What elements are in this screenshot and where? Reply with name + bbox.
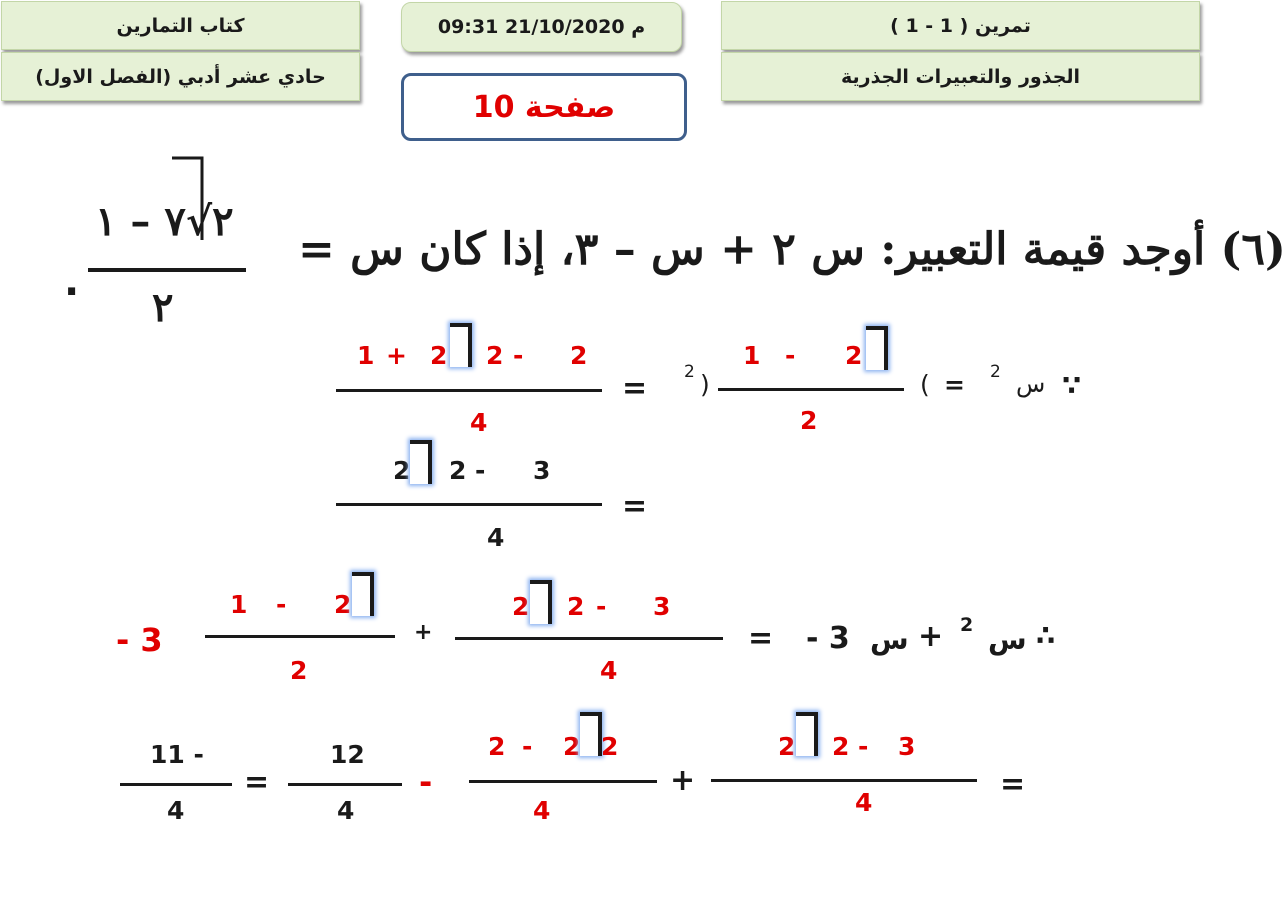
fraction-bar <box>711 779 977 782</box>
row2-num-minus: - <box>475 456 486 485</box>
grade-title: حادي عشر أدبي (الفصل الاول) <box>1 52 360 101</box>
var-s: س <box>988 623 1027 656</box>
row4-f3-num: 12 <box>330 740 365 769</box>
var-s: س <box>1016 370 1046 398</box>
r-num-a: 2 <box>570 341 588 370</box>
row3-minus-three: 3 - <box>116 621 163 659</box>
problem-period: . <box>64 259 80 305</box>
row4-f1-num-3: 3 <box>898 732 916 761</box>
fraction-bar <box>718 388 904 391</box>
book-title: كتاب التمارين <box>1 1 360 50</box>
minus-three: - 3 <box>806 621 850 656</box>
radical-icon <box>410 440 432 484</box>
row4-f2-minus: - <box>522 732 533 761</box>
frac-num-minus: - <box>785 341 796 370</box>
problem-text: (٦) أوجد قيمة التعبير: س ٢ + س – ٣، إذا كان س = <box>298 224 1286 275</box>
row4-equals: = <box>1000 767 1026 802</box>
row4-minus: - <box>419 763 433 801</box>
r-num-plus: + <box>386 341 407 370</box>
row4-f1-rad-radicand: 2 <box>778 732 796 761</box>
exercise-title: تمرين ( 1 - 1 ) <box>721 1 1200 50</box>
row2-den: 4 <box>487 523 505 552</box>
radical-icon <box>450 323 472 367</box>
row4-f4-num: 11 - <box>150 740 204 769</box>
row4-plus: + <box>670 763 696 798</box>
row4-f1-num-2: 2 <box>832 732 850 761</box>
therefore-symbol: ∴ <box>1036 619 1056 652</box>
row3-f2-minus: - <box>276 590 287 619</box>
row4-f2-den: 4 <box>533 796 551 825</box>
left-paren: ( <box>920 370 930 399</box>
fraction-bar <box>336 389 602 392</box>
row3-f1-minus: - <box>596 592 607 621</box>
plus-sign: + <box>918 619 944 654</box>
because-symbol: ∵ <box>1062 369 1082 402</box>
fraction-bar <box>336 503 602 506</box>
fraction-bar <box>469 780 657 783</box>
fraction-bar <box>120 783 232 786</box>
radical-icon <box>352 572 374 616</box>
row4-f2-rad-radicand: 2 <box>563 732 581 761</box>
row3-f1-num-2: 2 <box>567 592 585 621</box>
row3-f2-rad-radicand: 2 <box>334 590 352 619</box>
fraction-bar <box>288 783 402 786</box>
row3-f1-num-3: 3 <box>653 592 671 621</box>
r-den: 4 <box>470 408 488 437</box>
radical-icon <box>796 712 818 756</box>
fraction-bar <box>455 637 723 640</box>
row3-f2-num-1: 1 <box>230 590 248 619</box>
row3-f1-rad-radicand: 2 <box>512 592 530 621</box>
equals-2: = <box>622 371 648 406</box>
problem-fraction-denominator: ٢ <box>152 284 174 331</box>
page-number: صفحة 10 <box>401 73 687 141</box>
problem-fraction-numerator: ٢√٧ – ١ <box>95 198 234 245</box>
row2-equals: = <box>622 489 648 524</box>
row2-rad-radicand: 2 <box>393 456 411 485</box>
frac-den: 2 <box>800 406 818 435</box>
row3-equals: = <box>748 621 774 656</box>
radical-icon <box>530 580 552 624</box>
fraction-bar <box>205 635 395 638</box>
r-num-minus: - <box>513 341 524 370</box>
var-s-2: س <box>870 623 909 656</box>
r-num-radicand: 2 <box>430 341 448 370</box>
datetime-badge: 09:31 21/10/2020 م <box>401 2 682 52</box>
row4-f1-minus: - <box>858 732 869 761</box>
plus-sign-2: + <box>414 620 433 645</box>
exponent-outer: 2 <box>684 362 695 382</box>
equals: = <box>944 370 965 399</box>
row4-f3-den: 4 <box>337 796 355 825</box>
lesson-title: الجذور والتعبيرات الجذرية <box>721 52 1200 101</box>
frac-num-radicand: 2 <box>845 341 863 370</box>
row3-f1-den: 4 <box>600 656 618 685</box>
row2-num-2: 2 <box>449 456 467 485</box>
row4-equals-2: = <box>244 765 270 800</box>
row2-num-3: 3 <box>533 456 551 485</box>
radical-icon <box>580 712 602 756</box>
row4-f4-den: 4 <box>167 796 185 825</box>
exponent: 2 <box>990 362 1001 382</box>
r-num-1: 1 <box>357 341 375 370</box>
frac-num-1: 1 <box>743 341 761 370</box>
right-paren: ) <box>700 370 710 399</box>
r-num-2: 2 <box>486 341 504 370</box>
row3-f2-den: 2 <box>290 656 308 685</box>
row4-f2-rad-coef: 2 <box>601 732 619 761</box>
exponent: 2 <box>960 614 974 636</box>
row4-f1-den: 4 <box>855 788 873 817</box>
row4-f2-num-2: 2 <box>488 732 506 761</box>
radical-icon <box>866 326 888 370</box>
